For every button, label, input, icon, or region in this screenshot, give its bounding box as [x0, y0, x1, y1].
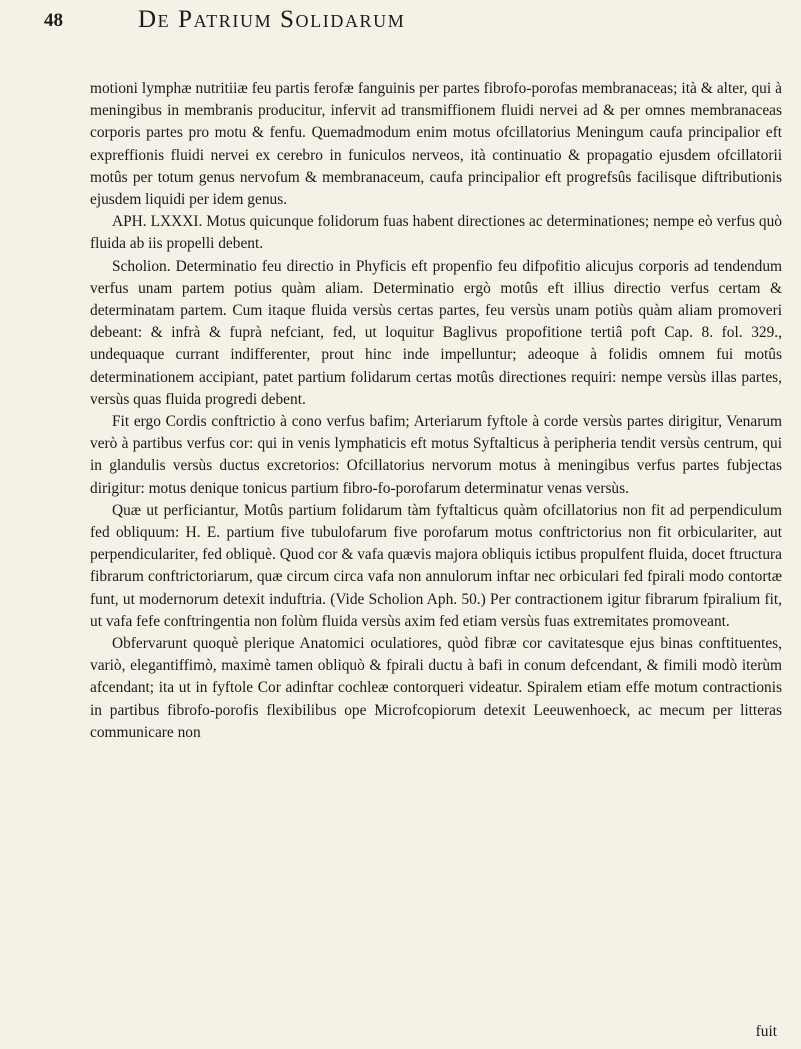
paragraph-scholion: Scholion. Determinatio feu directio in Phyficis eft propenfio feu difpofitio alicujus corporis ad tendendum verfus unam partem potius quàm aliam. Determinatio ergò motûs eft illius directio verfus certam & determinatam partem. Cum itaque fluida versùs certas partes, feu versùs unam potiùs quàm aliam promoveri debeant: & infrà & fuprà nefciant, fed, ut loquitur Baglivus propofitione tertiâ poft Cap. 8. fol. 329., undequaque currant indifferenter, prout hinc inde impelluntur; adeoque à folidis omnem fui motûs determinationem accipiant, patet partium folidarum certas motûs directiones requiri: nempe versùs illas partes, versùs quas fluida progredi debent. — [90, 257, 782, 408]
running-title: De Patrium Solidarum — [138, 6, 406, 33]
page-header — [40, 6, 780, 34]
paragraph-cordis-constrictio: Fit ergo Cordis conftrictio à cono verfus bafim; Arteriarum fyftole à corde versùs partes dirigitur, Venarum verò à partibus verfus cor: qui in venis lymphaticis eft motus Syftalticus à peripheria tendit versùs centrum, qui in glandulis versùs ductus excretorios: Ofcillatorius nervorum motus à meningibus verfus partes fubjectas dirigitur: motus denique tonicus partium fibro-fo-porofarum determinatur venas versùs. — [90, 413, 782, 497]
paragraph-aphorism-81: APH. LXXXI. Motus quicunque folidorum fuas habent directiones ac determinationes; nempe eò verfus quò fluida ab iis propelli debent. — [90, 213, 782, 253]
paragraph-obliquus-motus: Quæ ut perficiantur, Motûs partium folidarum tàm fyftalticus quàm ofcillatorius non fit ad perpendiculum fed obliquum: H. E. partium five tubulofarum five porofarum motus conftrictorius non fit orbiculariter, aut perpendiculariter, fed obliquè. Quod cor & vafa quævis majora obliquis ictibus propulfent fluida, docet ftructura fibrarum conftrictoriarum, quæ circum circa vafa non annulorum inftar nec orbiculari fed fpirali modo contortæ funt, ut modernorum detexit induftria. (Vide Scholion Aph. 50.) Per contractionem igitur fibrarum fpiralium fit, ut vafa fefe conftringentia non folùm fluida versùs axim fed etiam versùs fuas extremitates promoveant. — [90, 501, 782, 630]
paragraph-anatomici: Obfervarunt quoquè plerique Anatomici oculatiores, quòd fibræ cor cavitatesque ejus binas conftituentes, variò, elegantiffimò, maximè tamen obliquò & fpirali ductu à bafi in conum defcendant, & fimili modò iterùm afcendant; ita ut in fyftole Cor adinftar cochleæ contorqueri videatur. Spiralem etiam effe motum contractionis in partibus fibrofo-porofis flexibilibus ope Microfcopiorum detexit Leeuwenhoeck, ac mecum per litteras communicare non — [90, 635, 782, 741]
page-number: 48 — [44, 10, 63, 31]
catchword: fuit — [755, 1023, 777, 1040]
body-text — [90, 78, 782, 744]
paragraph-continuation: motioni lymphæ nutritiiæ feu partis ferofæ fanguinis per partes fibrofo-porofas membranaceas; ità & alter, qui à meningibus in membranis producitur, infervit ad transmiffionem fluidi nervei ad & per omnes membranaceas corporis partes pro motu & fenfu. Quemadmodum enim motus ofcillatorius Meningum caufa principalior eft expreffionis fluidi nervei ex cerebro in funiculos nerveos, ità continuatio & propagatio ejusdem ofcillatorii motûs per totum genus nervofum & membranaceum, caufa principalior eft progrefsûs facilisque diftributionis ejusdem liquidi per idem genus. — [90, 80, 782, 209]
